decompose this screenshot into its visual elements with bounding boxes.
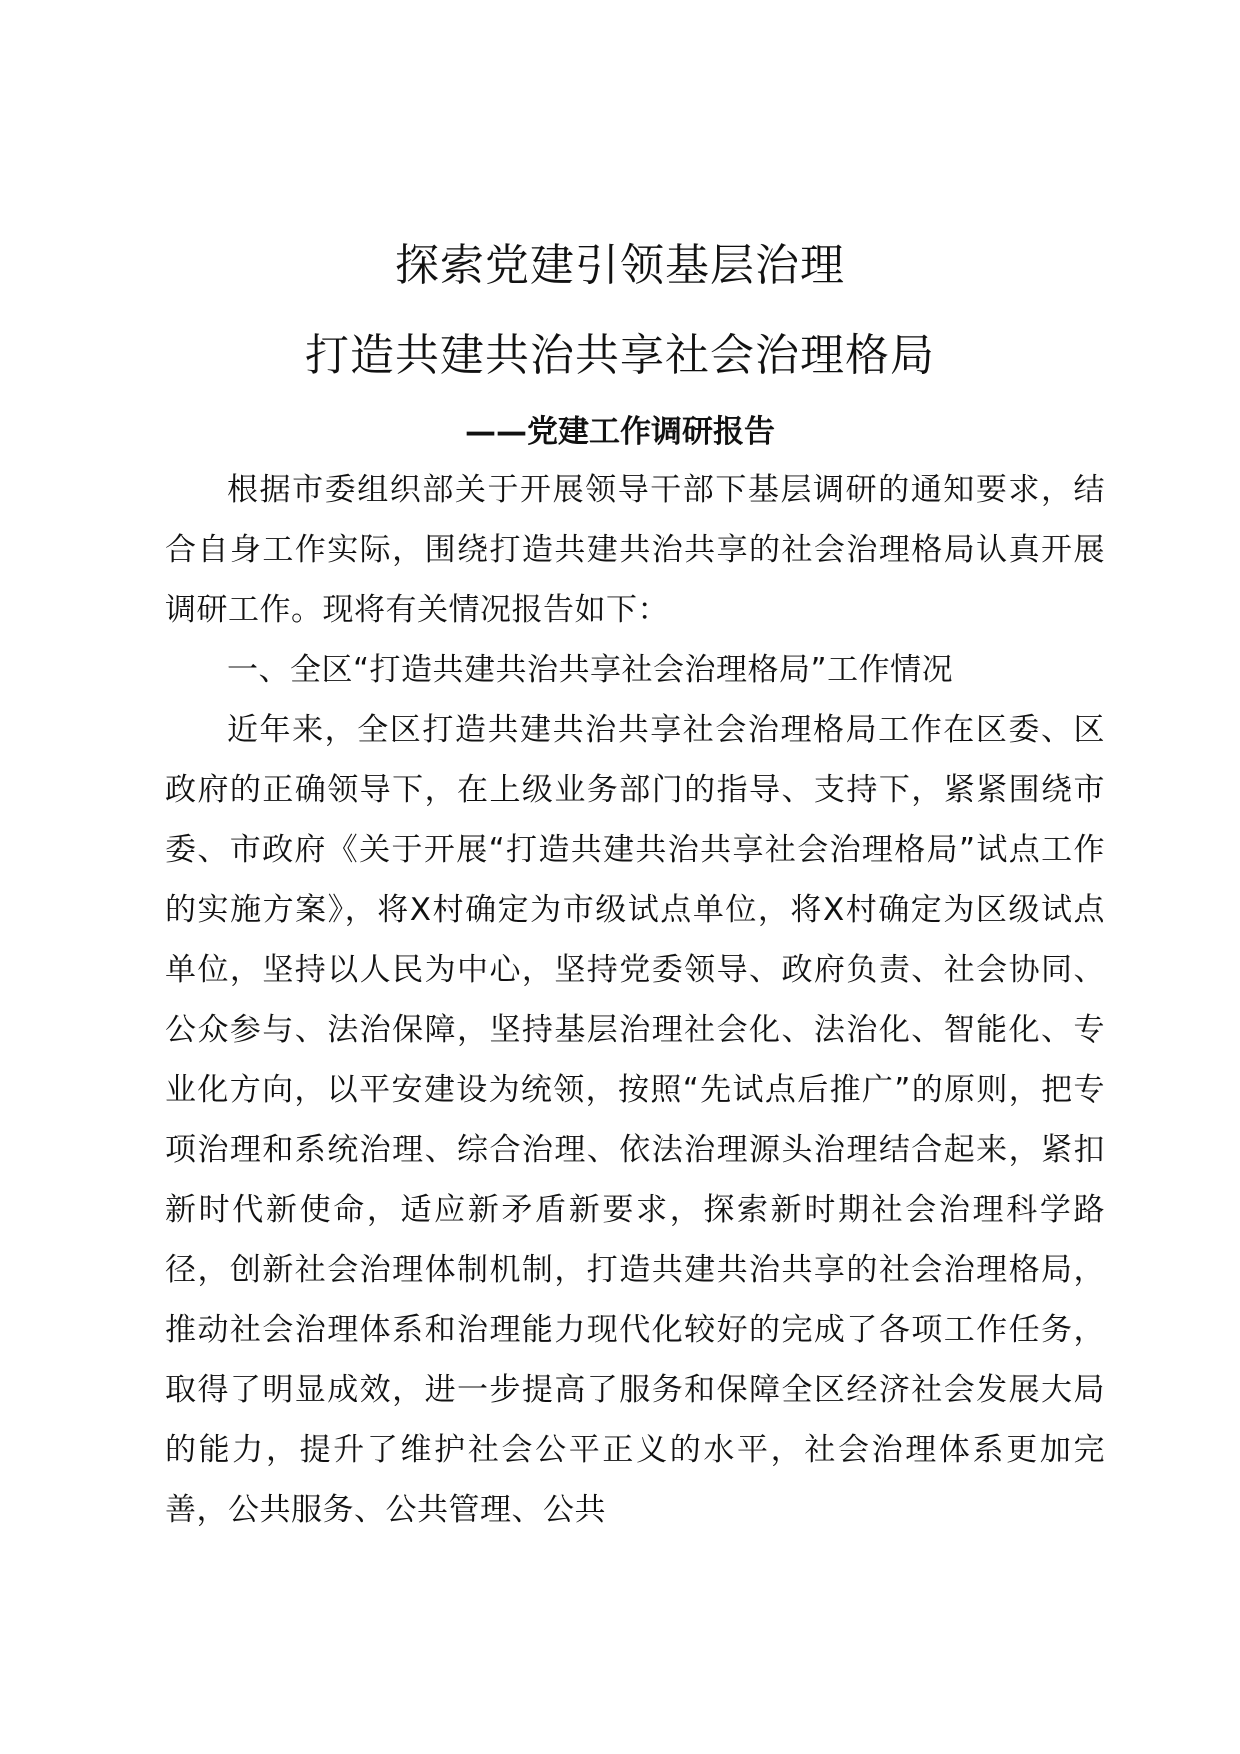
document-body [165,460,1105,1540]
section-heading-1: 一、全区“打造共建共治共享社会治理格局”工作情况 [227,652,954,688]
document-subtitle: ——党建工作调研报告 [465,414,775,450]
document-title-line-2: 打造共建共治共享社会治理格局 [305,330,935,381]
paragraph-section-1: 近年来，全区打造共建共治共享社会治理格局工作在区委、区政府的正确领导下，在上级业务部门的指导、支持下，紧紧围绕市委、市政府《关于开展“打造共建共治共享社会治理格局”试点工作的实施方案》，将X村确定为市级试点单位，将X村确定为区级试点单位，坚持以人民为中心，坚持党委领导、政府负责、社会协同、公众参与、法治保障，坚持基层治理社会化、法治化、智能化、专业化方向，以平安建设为统领，按照“先试点后推广”的原则，把专项治理和系统治理、综合治理、依法治理源头治理结合起来，紧扣新时代新使命，适应新矛盾新要求，探索新时期社会治理科学路径，创新社会治理体制机制，打造共建共治共享的社会治理格局，推动社会治理体系和治理能力现代化较好的完成了各项工作任务，取得了明显成效，进一步提高了服务和保障全区经济社会发展大局的能力，提升了维护社会公平正义的水平，社会治理体系更加完善，公共服务、公共管理、公共 [165,712,1105,1528]
paragraph-intro: 根据市委组织部关于开展领导干部下基层调研的通知要求，结合自身工作实际，围绕打造共建共治共享的社会治理格局认真开展调研工作。现将有关情况报告如下： [165,472,1105,628]
document-title-line-1: 探索党建引领基层治理 [395,240,845,291]
